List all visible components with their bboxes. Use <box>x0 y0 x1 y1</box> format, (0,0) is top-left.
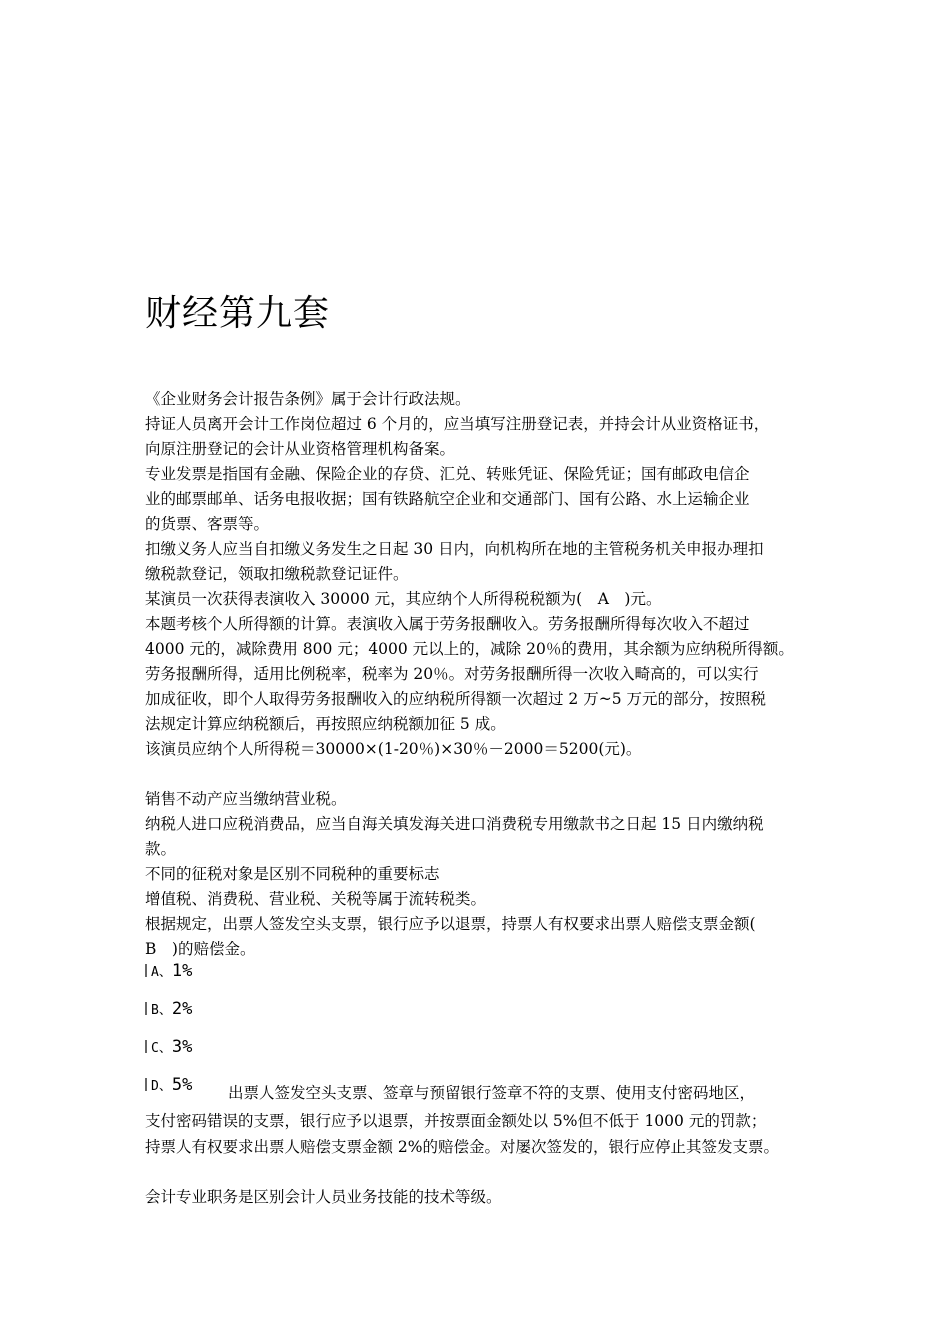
option-marker-icon <box>145 1040 147 1053</box>
text-line: 持证人员离开会计工作岗位超过 6 个月的，应当填写注册登记表，并持会计从业资格证书， <box>145 415 770 433</box>
option-marker-icon <box>145 1002 147 1015</box>
text-line: 本题考核个人所得额的计算。表演收入属于劳务报酬收入。劳务报酬所得每次收入不超过 <box>145 615 750 633</box>
option-marker-icon <box>145 1078 147 1091</box>
text-line: 的货票、客票等。 <box>145 515 270 533</box>
text-line: 专业发票是指国有金融、保险企业的存贷、汇兑、转账凭证、保险凭证；国有邮政电信企 <box>145 465 750 483</box>
text-line: 法规定计算应纳税额后，再按照应纳税额加征 5 成。 <box>145 715 506 733</box>
text-line: 出票人签发空头支票、签章与预留银行签章不符的支票、使用支付密码地区， <box>228 1084 756 1102</box>
question-line: 某演员一次获得表演收入 30000 元，其应纳个人所得税税额为( A )元。 <box>145 590 662 608</box>
document-title: 财经第九套 <box>145 293 331 334</box>
option-b: B、2% <box>145 998 192 1020</box>
text-line: 会计专业职务是区别会计人员业务技能的技术等级。 <box>145 1188 502 1206</box>
text-line: 增值税、消费税、营业税、关税等属于流转税类。 <box>145 890 487 908</box>
option-c: C、3% <box>145 1036 192 1058</box>
option-marker-icon <box>145 964 147 977</box>
text-line: 《企业财务会计报告条例》属于会计行政法规。 <box>145 390 471 408</box>
text-line: 销售不动产应当缴纳营业税。 <box>145 790 347 808</box>
text-line: 纳税人进口应税消费品，应当自海关填发海关进口消费税专用缴款书之日起 15 日内缴纳税 <box>145 815 764 833</box>
text-line: 持票人有权要求出票人赔偿支票金额 2%的赔偿金。对屡次签发的，银行应停止其签发支票。 <box>145 1138 780 1156</box>
text-line: 加成征收，即个人取得劳务报酬收入的应纳税所得额一次超过 2 万~5 万元的部分，按照税 <box>145 690 766 708</box>
text-line: 4000 元的，减除费用 800 元；4000 元以上的，减除 20％的费用，其余额为应纳税所得额。 <box>145 640 794 658</box>
text-line: 缴税款登记，领取扣缴税款登记证件。 <box>145 565 409 583</box>
text-line: 支付密码错误的支票，银行应予以退票，并按票面金额处以 5%但不低于 1000 元的罚款； <box>145 1112 767 1130</box>
text-line: 向原注册登记的会计从业资格管理机构备案。 <box>145 440 456 458</box>
text-line: 扣缴义务人应当自扣缴义务发生之日起 30 日内，向机构所在地的主管税务机关申报办理扣 <box>145 540 764 558</box>
option-a: A、1% <box>145 960 192 982</box>
option-d: D、5% <box>145 1074 192 1096</box>
text-line: 款。 <box>145 840 177 858</box>
text-line: 业的邮票邮单、话务电报收据；国有铁路航空企业和交通部门、国有公路、水上运输企业 <box>145 490 750 508</box>
text-line: 劳务报酬所得，适用比例税率，税率为 20％。对劳务报酬所得一次收入畸高的，可以实行 <box>145 665 759 683</box>
formula-line: 该演员应纳个人所得税＝30000×(1-20％)×30％－2000＝5200(元)。 <box>145 740 642 758</box>
text-line: B )的赔偿金。 <box>145 940 256 958</box>
question-line: 根据规定，出票人签发空头支票，银行应予以退票，持票人有权要求出票人赔偿支票金额( <box>145 915 756 933</box>
text-line: 不同的征税对象是区别不同税种的重要标志 <box>145 865 440 883</box>
